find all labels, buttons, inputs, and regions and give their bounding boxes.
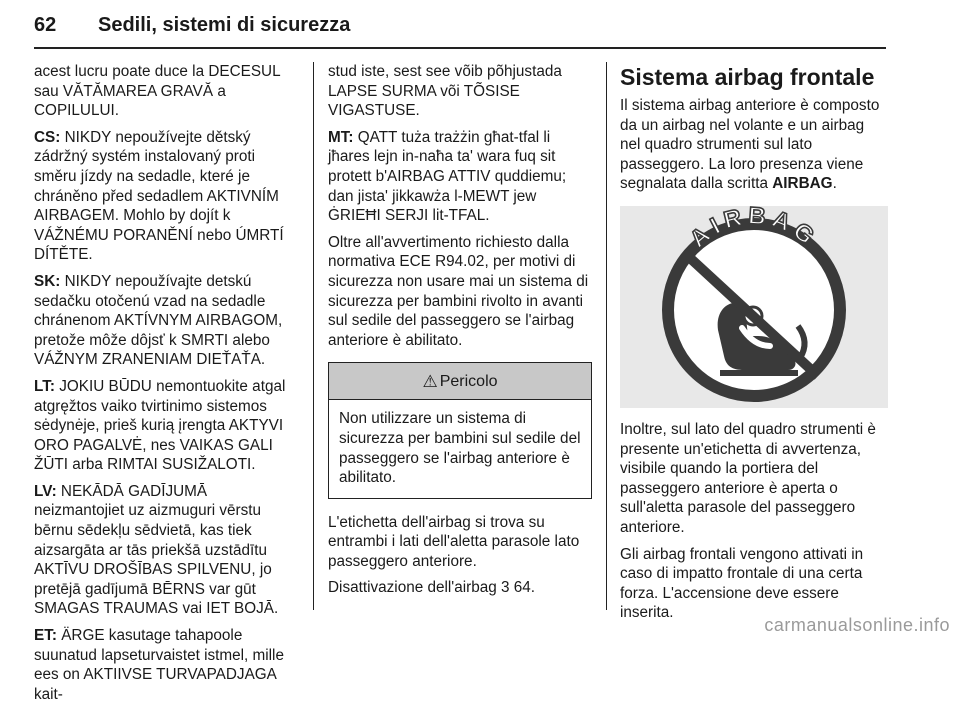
language-code: LT: xyxy=(34,377,55,395)
column-divider xyxy=(606,62,607,610)
site-watermark: carmanualsonline.info xyxy=(764,615,950,635)
column-2 xyxy=(328,62,592,605)
paragraph: Oltre all'avvertimento richiesto dalla normativa ECE R94.02, per motivi di sicurezza non usare mai un sistema di sicurezza per bambini rivolto in avanti sul sedile del passeggero se l'airbag anteriore è abilitato. xyxy=(328,233,589,349)
column-3 xyxy=(620,62,888,630)
warning-et xyxy=(34,626,298,704)
page-reference-link[interactable]: 3 64. xyxy=(500,579,536,597)
warning-text: NIKDY nepoužívajte detskú sedačku otočenú vzad na sedadle chránenom AKTÍVNYM AIRBAGOM, pretože môže dôjsť k SMRTI alebo VÁŽNYM ZRANENIAM DIEŤAŤA. xyxy=(34,272,283,369)
warning-lv xyxy=(34,482,298,619)
danger-box xyxy=(328,362,592,498)
language-code: CS: xyxy=(34,128,61,146)
warning-sk xyxy=(34,272,298,370)
column-divider xyxy=(313,62,314,610)
warning-text: JOKIU BŪDU nemontuokite atgal atgręžtos vaiko tvirtinimo sistemos sėdynėje, prieš kurią įrengta AKTYVI ORO PAGALVĖ, nes VAIKAS GALI ŽŪTI arba RIMTAI SUSIŽALOTI. xyxy=(34,377,286,474)
warning-text: QATT tuża trażżin għat-tfal li jħares lejn in-naħa ta' wara fuq sit protett b'AIRBAG ATTIV quddiemu; dan jista' jikkawża l-MEWT jew ĠRIEĦI SERJI lit-TFAL. xyxy=(328,128,567,225)
warning-lt xyxy=(34,377,298,475)
paragraph: Inoltre, sul lato del quadro strumenti è presente un'etichetta di avvertenza, visibile quando la portiera del passeggero anteriore è aperta o sull'aletta parasole del passeggero anteriore. xyxy=(620,420,876,536)
airbag-no-child-seat-icon xyxy=(620,206,888,408)
paragraph: L'etichetta dell'airbag si trova su entrambi i lati dell'aletta parasole lato passeggero anteriore. xyxy=(328,513,580,570)
airbag-term: AIRBAG xyxy=(772,175,833,193)
page-title: Sedili, sistemi di sicurezza xyxy=(98,14,351,36)
danger-header xyxy=(329,363,591,400)
page-header xyxy=(34,12,886,44)
deactivation-text: Disattivazione dell'airbag xyxy=(328,579,501,597)
paragraph: stud iste, sest see võib põhjustada LAPSE SURMA või TÕSISE VIGASTUSE. xyxy=(328,63,562,120)
danger-title: Pericolo xyxy=(439,372,498,390)
warning-text: NIKDY nepoužívejte dětský zádržný systém instalovaný proti směru jízdy na sedadle, které je chráněno před sedadlem AKTIVNÍM AIRBAGEM. Mohlo by dojít k VÁŽNÉMU PORANĚNÍ nebo ÚMRTÍ DÍTĚTE. xyxy=(34,128,284,264)
airbag-arc-label: AIRBAG xyxy=(684,205,824,254)
column-1 xyxy=(34,62,298,711)
page-number: 62 xyxy=(34,14,57,36)
paragraph: Il sistema airbag anteriore è composto da un airbag nel volante e un airbag nel quadro strumenti sul lato passeggero. La loro presenza viene segnalata dalla scritta AIRBAG. xyxy=(620,97,880,193)
warning-triangle-icon: ⚠ xyxy=(422,371,438,391)
warning-cs xyxy=(34,128,298,265)
warning-text: ÄRGE kasutage tahapoole suunatud lapseturvaistet istmel, mille ees on AKTIIVSE TURVAPADJAGA kait- xyxy=(34,627,284,703)
section-heading: Sistema airbag frontale xyxy=(620,64,875,90)
language-code: LV: xyxy=(34,482,57,500)
language-code: SK: xyxy=(34,272,61,290)
language-code: ET: xyxy=(34,627,57,645)
warning-mt xyxy=(328,128,592,226)
header-rule xyxy=(34,47,886,49)
danger-text: Non utilizzare un sistema di sicurezza per bambini sul sedile del passeggero se l'airbag anteriore è abilitato. xyxy=(339,410,581,487)
paragraph: acest lucru poate duce la DECESUL sau VĂTĂMAREA GRAVĂ a COPILULUI. xyxy=(34,63,281,120)
language-code: MT: xyxy=(328,128,354,146)
paragraph xyxy=(328,578,592,598)
airbag-warning-figure xyxy=(620,206,888,408)
warning-text: NEKĀDĀ GADĪJUMĀ neizmantojiet uz aizmuguri vērstu bērnu sēdekļu sēdvietā, kas tiek aizsargāta ar tās priekšā uzstādītu AKTĪVU DROŠĪBAS SPILVENU, jo pretējā gadījumā BĒRNS var gūt SMAGAS TRAUMAS vai IET BOJĀ. xyxy=(34,482,279,618)
paragraph: Gli airbag frontali vengono attivati in caso di impatto frontale di una certa forza. L'accensione deve essere inserita. xyxy=(620,545,864,622)
